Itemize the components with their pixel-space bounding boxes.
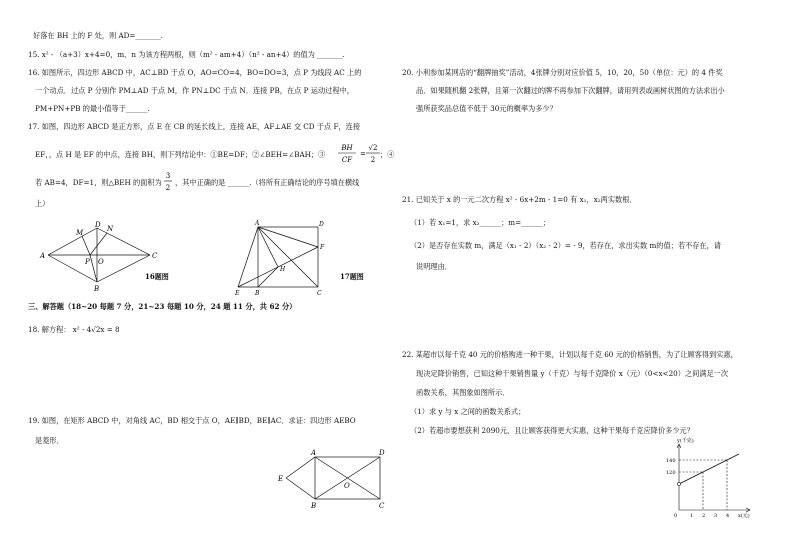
fraction-3-2 xyxy=(163,168,175,198)
question-22-line1: 22. 某超市以每千克 40 元的价格购进一种干果，计划以每千克 60 元的价格销售，为了让顾客得到实惠， xyxy=(402,350,738,359)
question-17-line2-end: ；④ xyxy=(380,150,395,159)
fraction-bh-cf xyxy=(336,140,366,170)
segment-pn xyxy=(90,233,107,255)
label-a: A xyxy=(311,449,317,457)
segment-af xyxy=(258,227,318,247)
question-17-line3b: ，其中正确的是 ______.（将所有正确结论的序号填在横线 xyxy=(175,178,360,187)
segment-pb xyxy=(90,255,97,282)
label-d: D xyxy=(95,221,101,229)
label-h: H xyxy=(280,266,286,273)
label-b: B xyxy=(311,502,317,510)
segment-ae xyxy=(286,457,315,478)
x-tick-1: 1 xyxy=(690,513,694,519)
caption-figure-17: 17题图 xyxy=(340,272,364,281)
question-20-line2: 品．如果随机翻 2张牌，且第一次翻过的牌不再参加下次翻牌，请用列表或画树状图的方法求出小 xyxy=(416,86,725,95)
segment-bh xyxy=(258,267,278,287)
question-18: 18. 解方程： x² - 4√2x = 8 xyxy=(28,325,120,334)
figure-16 xyxy=(40,220,170,300)
graph-22 xyxy=(664,440,754,520)
question-17-line4: 上） xyxy=(35,199,50,208)
label-f: F xyxy=(320,244,325,251)
start-point xyxy=(677,482,680,485)
label-a: A xyxy=(255,220,260,227)
label-d: D xyxy=(319,221,324,228)
question-19-line2: 是菱形． xyxy=(35,436,64,445)
question-16-line1: 16. 如图所示，四边形 ABCD 中，AC⊥BD 于点 O，AO=CO=4，BO=DO=3，点 P 为线段 AC 上的 xyxy=(28,68,362,77)
x-tick-2: 2 xyxy=(702,513,706,519)
fraction-denominator: 2 xyxy=(370,156,376,164)
edge-bc xyxy=(97,255,150,282)
label-e: E xyxy=(235,290,240,297)
question-22-line2: 现决定降价销售，已知这种干果销售量 y（千克）与每千克降价 x（元）（0<x<20）之间满足一次 xyxy=(416,369,729,378)
fraction-numerator: BH xyxy=(341,144,353,152)
fraction-numerator: 3 xyxy=(165,172,171,180)
question-17-line2: EF，，点 H 是 EF 的中点，连接 BH，则下列结论中：①BE=DF；②∠BEH=∠BAH；③ xyxy=(35,150,326,159)
svg-text:=: = xyxy=(360,150,366,158)
segment-ae xyxy=(238,227,258,287)
label-e: E xyxy=(278,475,284,483)
label-d: D xyxy=(379,449,385,457)
figure-19 xyxy=(278,449,398,512)
segment-be xyxy=(286,478,315,499)
label-o: O xyxy=(98,258,104,266)
question-16-line3: PM+PN+PB 的最小值等于______. xyxy=(35,104,150,113)
question-22-line3: 函数关系，其图象如图所示． xyxy=(416,388,510,397)
x-tick-0: 0 xyxy=(674,513,678,519)
question-22-line4: （1）求 y 与 x 之间的函数关系式； xyxy=(410,407,526,416)
x-tick-3: 3 xyxy=(714,513,718,519)
label-n: N xyxy=(107,225,114,233)
x-axis-label: x(元) xyxy=(738,513,750,519)
label-b: B xyxy=(94,285,100,293)
figure-17 xyxy=(233,222,333,297)
function-line xyxy=(679,454,739,484)
label-c: C xyxy=(152,252,158,260)
question-22-line5: （2）若超市要想获利 2090元，且让顾客获得更大实惠，这种干果每千克应降价多少元？ xyxy=(410,426,694,435)
y-tick-140: 140 xyxy=(666,458,676,464)
fraction-denominator: 2 xyxy=(165,184,171,192)
question-21-line1: 21. 已知关于 x 的一元二次方程 x² - 6x+2m - 1=0 有 x₁，x₂两实数根． xyxy=(402,195,637,204)
question-21-line3: （2）是否存在实数 m，满足（x₁ - 2）（x₂ - 2）= - 9，若存在，求出实数 m的值；若不存在，请 xyxy=(410,241,721,250)
question-17-line3a: 若 AB=4，DF=1，则△BEH 的面积为 xyxy=(35,178,162,187)
label-c: C xyxy=(379,502,385,510)
question-20-line3: 强所获奖品总值不低于 30元的概率为多少？ xyxy=(416,104,557,113)
label-p: P xyxy=(85,258,90,266)
question-21-line4: 说明理由． xyxy=(416,262,452,271)
label-c: C xyxy=(317,290,322,297)
label-m: M xyxy=(76,229,84,237)
question-19-line1: 19. 如图，在矩形 ABCD 中，对角线 AC，BD 相交于点 O，AE∥BD，BE∥AC．求证：四边形 AEBO xyxy=(28,416,356,425)
fraction-numerator: √2 xyxy=(368,144,378,152)
fraction-denominator: CF xyxy=(341,156,353,164)
edge-da xyxy=(48,228,97,255)
y-axis-label: y(千克) xyxy=(677,438,694,444)
question-21-line2: （1）若 x₁=1，求 x₂______；m=______； xyxy=(410,218,550,227)
q14-tail: 好落在 BH 上的 F 处，则 AD=_______. xyxy=(33,31,163,40)
section-3-heading: 三、解答题（18~20 每题 7 分，21~23 每题 10 分，24 题 11 分，共 62 分） xyxy=(28,302,297,311)
label-o: O xyxy=(344,482,350,490)
question-17-line1: 17. 如图，四边形 ABCD 是正方形，点 E 在 CB 的延长线上，连接 AE，AF⊥AE 交 CD 于点 F，连接 xyxy=(28,122,361,131)
caption-figure-16: 16题图 xyxy=(145,272,169,281)
question-16-line2: 一个动点．过点 P 分别作 PM⊥AD 于点 M，作 PN⊥DC 于点 N．连接 PB，在点 P 运动过程中， xyxy=(35,86,354,95)
label-b: B xyxy=(255,290,260,297)
edge-cd xyxy=(97,228,150,255)
x-tick-4: 4 xyxy=(726,513,730,519)
segment-pm xyxy=(82,236,90,255)
question-20-line1: 20. 小利参加某网店的“翻牌抽奖”活动，4张牌分别对应价值 5，10，20，50（单位：元）的 4 件奖 xyxy=(402,68,723,77)
y-tick-120: 120 xyxy=(666,470,676,476)
question-15: 15. x² - （a+3）x+4=0，m、n 为该方程两根，则（m² - am+4）（n² - an+4）的值为 _______. xyxy=(28,50,345,59)
label-a: A xyxy=(40,252,46,260)
